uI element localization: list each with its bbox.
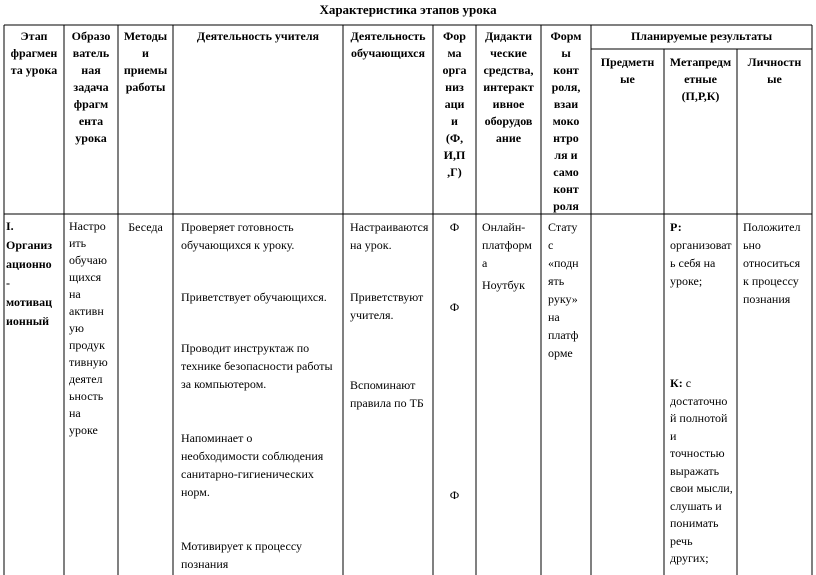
cell-line: ионный	[6, 314, 50, 328]
cell-line: руку»	[548, 292, 578, 306]
students-paragraph	[350, 288, 432, 324]
header-line: Фор	[443, 29, 466, 43]
cell-line: свои мысли,	[670, 481, 733, 495]
cell-line: познания	[743, 292, 791, 306]
row-teacher	[181, 218, 341, 573]
header-task	[65, 28, 117, 147]
cell-line: к процессу	[743, 274, 799, 288]
cell-line: за компьютером.	[181, 377, 267, 391]
header-line: Предметн	[600, 55, 655, 69]
cell-line: активн	[69, 304, 104, 318]
header-line: фрагм	[73, 97, 109, 111]
header-line: и	[451, 114, 458, 128]
cell-line: и	[670, 428, 677, 443]
header-meta	[665, 54, 736, 105]
header-line: фрагмен	[10, 46, 58, 60]
cell-line: ять	[548, 274, 565, 288]
cell-line: уроке;	[670, 274, 703, 288]
header-line: и	[142, 46, 149, 60]
header-line: ые	[620, 72, 635, 86]
header-line: Этап	[20, 29, 48, 43]
header-line: взаи	[553, 97, 579, 111]
cell-line: I.	[6, 219, 14, 233]
header-line: аци	[444, 97, 465, 111]
cell-line: с	[548, 238, 554, 252]
header-line: задача	[73, 80, 109, 94]
cell-line: достаточно	[670, 393, 728, 408]
cell-line: обучаю	[69, 253, 107, 267]
cell-line: познания	[181, 557, 229, 571]
cell-line: речь	[670, 533, 693, 548]
header-line: Образо	[71, 29, 111, 43]
cell-line: ую	[69, 321, 84, 335]
cell-line: относиться	[743, 256, 801, 270]
cell-line: деятел	[69, 372, 103, 386]
students-paragraph	[350, 218, 432, 254]
header-personal	[738, 54, 811, 88]
cell-line: санитарно-гигиенических	[181, 467, 314, 481]
cell-line: Приветствует обучающихся.	[181, 290, 327, 304]
header-line: интеракт	[483, 80, 534, 94]
cell-line: организоват	[670, 238, 732, 252]
page-title: Характеристика этапов урока	[319, 2, 497, 17]
header-subject	[592, 54, 663, 88]
header-students	[344, 28, 432, 62]
cell-line: Проводит инструктаж по	[181, 341, 310, 355]
cell-line: Вспоминают	[350, 378, 416, 392]
header-line: обучающихся	[351, 46, 425, 60]
row-students	[350, 218, 432, 412]
cell-line: мотивац	[6, 295, 53, 309]
header-line: работы	[125, 80, 166, 94]
cell-line: й полнотой	[670, 411, 728, 425]
header-line: (П,Р,К)	[681, 89, 720, 103]
cell-line: орме	[548, 346, 573, 360]
header-line: (Ф,	[445, 131, 464, 145]
cell-line: Настраиваются	[350, 220, 429, 234]
header-line: ента	[78, 114, 104, 128]
cell-line: других;	[670, 551, 709, 565]
header-line: Методы	[123, 29, 168, 43]
header-control	[542, 28, 590, 215]
cell-line: а	[482, 256, 488, 270]
header-line: низ	[445, 80, 464, 94]
cell-line: технике безопасности работы	[181, 359, 333, 373]
cell-line: Положител	[743, 220, 801, 234]
header-line: ы	[561, 46, 571, 60]
row-meta-k	[670, 375, 736, 568]
form-value: Ф	[449, 488, 460, 502]
meta-r-label: Р:	[670, 220, 682, 234]
header-line: И,П	[443, 148, 466, 162]
header-line: конт	[553, 63, 579, 77]
cell-line: ьность	[69, 389, 104, 403]
cell-line: ационно	[6, 257, 52, 271]
header-line: Метапредм	[669, 55, 732, 69]
header-line: роля,	[551, 80, 581, 94]
cell-line: Онлайн-	[482, 220, 526, 234]
cell-line: Стату	[548, 220, 578, 234]
cell-line: точностью	[670, 446, 725, 460]
header-line: моко	[552, 114, 580, 128]
header-methods	[119, 28, 172, 96]
cell-line: необходимости соблюдения	[181, 449, 324, 463]
teacher-paragraph	[181, 429, 341, 501]
cell-line: платф	[548, 328, 579, 342]
header-planned: Планируемые результаты	[630, 29, 773, 43]
header-didactic	[477, 28, 540, 147]
cell-line: с	[682, 376, 692, 390]
header-form	[434, 28, 475, 181]
header-line: Личностн	[747, 55, 802, 69]
row-task	[69, 218, 117, 439]
cell-line: Мотивирует к процессу	[181, 539, 303, 553]
meta-k-label: К:	[670, 376, 683, 390]
header-line: конт	[553, 182, 579, 196]
header-line: ма	[447, 46, 462, 60]
header-line: ,Г)	[447, 165, 462, 179]
header-line: урока	[75, 131, 107, 145]
teacher-paragraph	[181, 537, 341, 573]
teacher-paragraph	[181, 288, 341, 306]
students-paragraph	[350, 376, 432, 412]
header-line: етные	[684, 72, 717, 86]
header-line: приемы	[123, 63, 168, 77]
cell-line: учителя.	[350, 308, 394, 322]
cell-line: ь себя на	[670, 256, 716, 270]
header-line: Форм	[550, 29, 582, 43]
header-line: орга	[442, 63, 467, 77]
cell-line: продук	[69, 338, 106, 352]
cell-line: тивную	[69, 355, 108, 369]
row-method: Беседа	[128, 220, 163, 234]
cell-line: слушать и	[670, 498, 722, 513]
header-line: ые	[767, 72, 782, 86]
cell-line: уроке	[69, 423, 98, 437]
row-stage	[6, 217, 63, 331]
row-meta-r	[670, 218, 736, 290]
cell-line: щихся	[69, 270, 102, 284]
header-line: ание	[495, 131, 522, 145]
cell-line: ьно	[743, 238, 761, 252]
form-value: Ф	[449, 300, 460, 314]
header-stage	[5, 28, 63, 79]
cell-line: норм.	[181, 485, 210, 499]
header-line: та урока	[10, 63, 58, 77]
cell-line: Приветствуют	[350, 290, 424, 304]
header-line: ватель	[72, 46, 110, 60]
teacher-paragraph	[181, 339, 341, 393]
cell-line: Проверяет готовность	[181, 220, 294, 234]
header-line: нтро	[553, 131, 579, 145]
cell-line: Организ	[6, 238, 53, 252]
teacher-paragraph	[181, 218, 341, 254]
cell-line: Настро	[69, 219, 106, 233]
form-value: Ф	[449, 220, 460, 234]
header-line: средства,	[483, 63, 534, 77]
cell-line: на	[548, 310, 560, 324]
header-line: ивное	[492, 97, 525, 111]
cell-line: «подн	[548, 256, 579, 270]
cell-line: выражать	[670, 463, 720, 478]
row-personal	[743, 218, 811, 308]
cell-line: -	[6, 276, 10, 290]
cell-line: на	[69, 287, 81, 301]
row-didactic	[482, 218, 540, 294]
header-line: роля	[553, 199, 579, 213]
cell-line: на урок.	[350, 238, 392, 252]
cell-line: понимать	[670, 516, 719, 530]
header-line: оборудов	[484, 114, 533, 128]
cell-line: Ноутбук	[482, 278, 525, 292]
cell-line: платформ	[482, 238, 532, 252]
cell-line: ить	[69, 236, 87, 250]
row-control	[548, 218, 590, 362]
cell-line: обучающихся к уроку.	[181, 238, 295, 252]
header-teacher: Деятельность учителя	[196, 29, 320, 43]
header-line: Деятельность	[350, 29, 426, 43]
header-line: ная	[81, 63, 101, 77]
header-line: ля и	[554, 148, 578, 162]
cell-line: Напоминает о	[181, 431, 253, 445]
header-line: само	[553, 165, 579, 179]
header-line: Дидакти	[485, 29, 532, 43]
header-line: ческие	[490, 46, 527, 60]
cell-line: правила по ТБ	[350, 396, 424, 410]
cell-line: на	[69, 406, 81, 420]
